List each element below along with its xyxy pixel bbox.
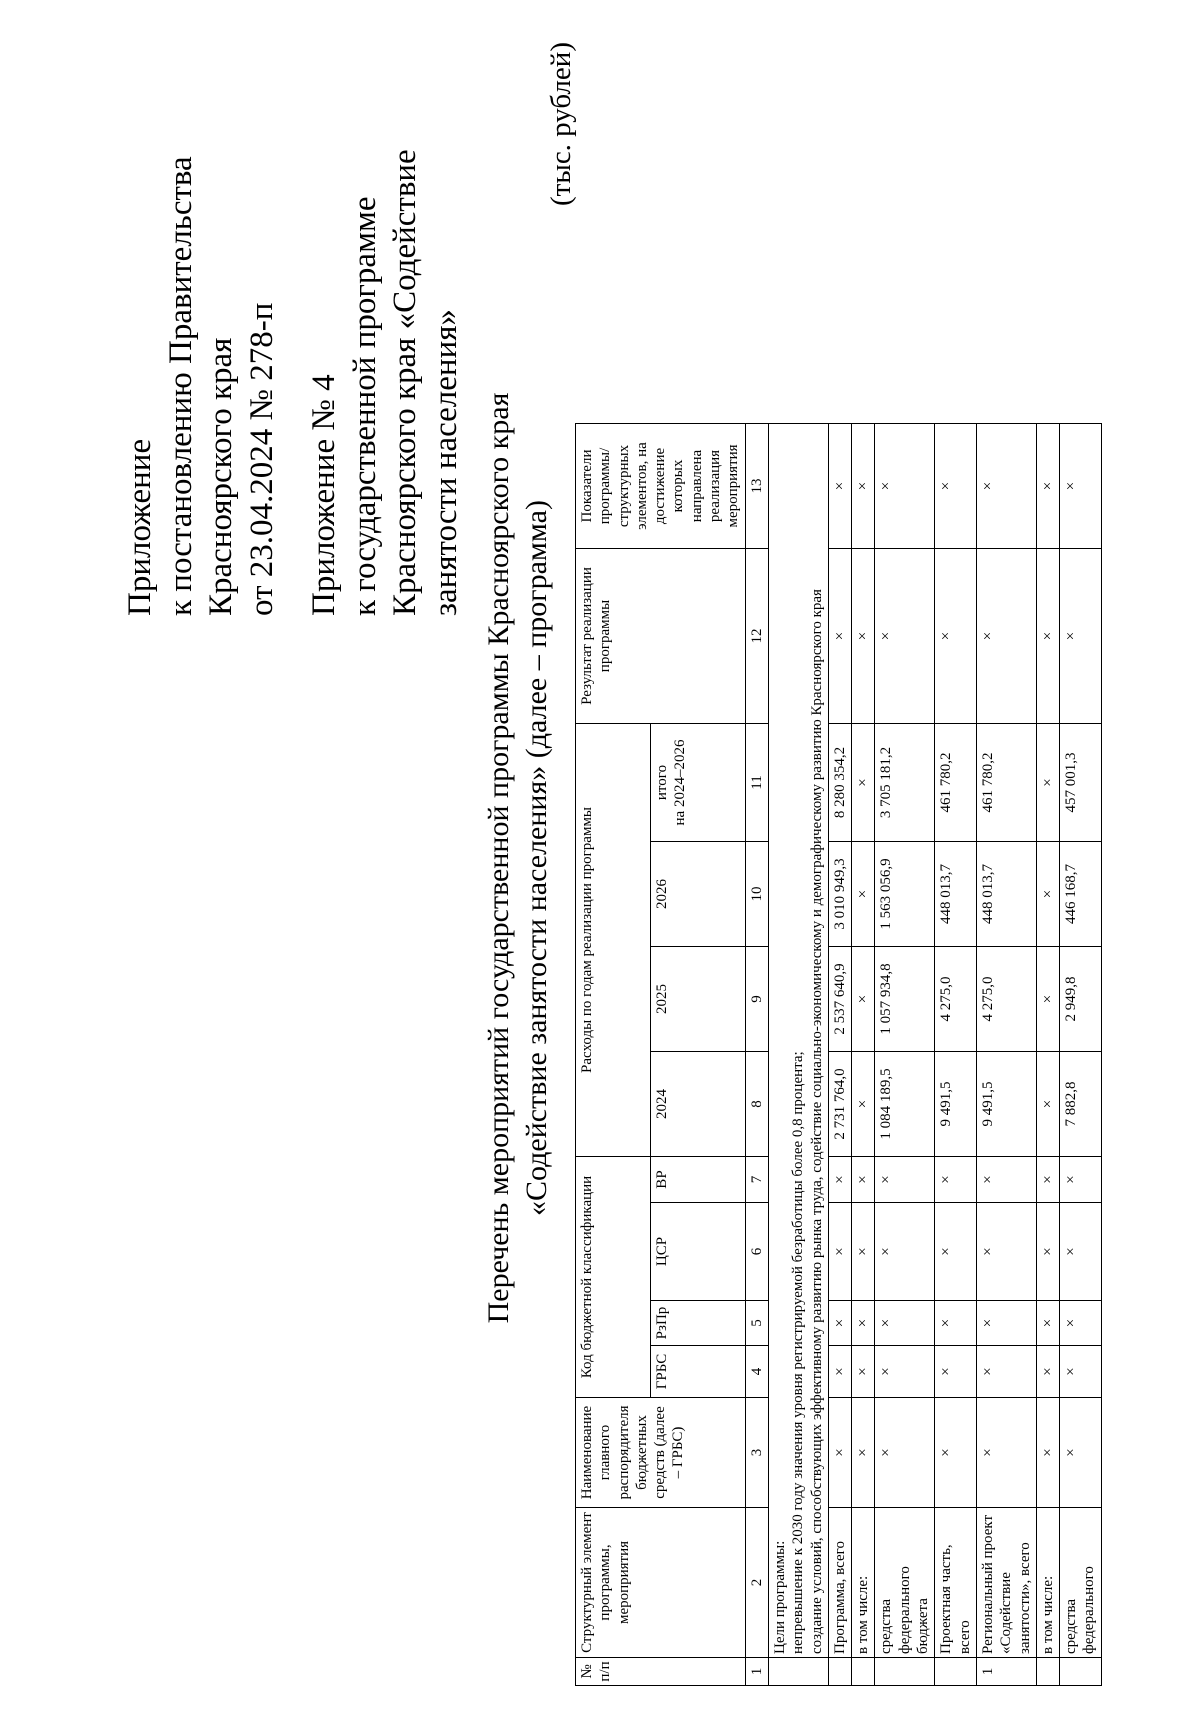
row-result: × <box>1060 549 1102 724</box>
row-grbs: × <box>875 1346 935 1398</box>
row-rzpr: × <box>935 1301 977 1346</box>
row-value-2026: × <box>852 842 875 947</box>
header-line: занятости населения» <box>428 309 465 616</box>
approval-header <box>120 16 467 616</box>
row-indicators: × <box>875 424 935 549</box>
row-rzpr: × <box>976 1301 1036 1346</box>
col-header-budget-code: Код бюджетной классификации <box>576 1157 651 1398</box>
row-csr: × <box>1036 1203 1059 1301</box>
row-grbs-name: × <box>828 1398 851 1508</box>
table-row <box>828 424 851 1686</box>
col-header-grbs: ГРБС <box>650 1346 745 1398</box>
row-grbs: × <box>1060 1346 1102 1398</box>
row-rzpr: × <box>852 1301 875 1346</box>
header-line: Красноярского края «Содействие <box>387 149 424 616</box>
row-csr: × <box>976 1203 1036 1301</box>
col-header-expenses: Расходы по годам реализации программы <box>576 724 651 1157</box>
table-row <box>1036 424 1059 1686</box>
col-header-2026: 2026 <box>650 842 745 947</box>
row-element-name: в том числе: <box>1036 1508 1059 1658</box>
column-number: 7 <box>745 1157 768 1203</box>
goals-line: создание условий, способствующих эффективному развитию рынка труда, содействие социально-экономическому и демографическому развитию Красноярского края <box>808 589 825 1654</box>
row-value-2025: × <box>852 947 875 1052</box>
row-number <box>935 1658 977 1686</box>
row-vr: × <box>875 1157 935 1203</box>
row-value-2025: × <box>1036 947 1059 1052</box>
column-number: 10 <box>745 842 768 947</box>
row-grbs-name: × <box>976 1398 1036 1508</box>
row-element-name: средства федерального <box>1060 1508 1102 1658</box>
col-header-2024: 2024 <box>650 1052 745 1157</box>
col-header-no: № п/п <box>576 1658 746 1686</box>
row-number: 1 <box>976 1658 1036 1686</box>
row-number <box>852 1658 875 1686</box>
row-value-2024: 9 491,5 <box>976 1052 1036 1157</box>
col-header-csr: ЦСР <box>650 1203 745 1301</box>
column-numbers-row <box>745 424 768 1686</box>
row-result: × <box>828 549 851 724</box>
row-element-name: средства федерального бюджета <box>875 1508 935 1658</box>
col-header-total <box>650 724 745 842</box>
row-value-total: × <box>1036 724 1059 842</box>
row-rzpr: × <box>875 1301 935 1346</box>
row-result: × <box>875 549 935 724</box>
row-indicators: × <box>852 424 875 549</box>
row-csr: × <box>828 1203 851 1301</box>
row-grbs: × <box>976 1346 1036 1398</box>
program-measures-table <box>575 423 1102 1686</box>
row-element-name: в том числе: <box>852 1508 875 1658</box>
header-line: от 23.04.2024 № 278-п <box>243 302 280 616</box>
row-number <box>828 1658 851 1686</box>
table-row <box>1060 424 1102 1686</box>
column-number: 3 <box>745 1398 768 1508</box>
row-grbs: × <box>1036 1346 1059 1398</box>
row-indicators: × <box>935 424 977 549</box>
column-number: 12 <box>745 549 768 724</box>
row-indicators: × <box>1060 424 1102 549</box>
row-value-2024: 1 084 189,5 <box>875 1052 935 1157</box>
row-csr: × <box>852 1203 875 1301</box>
column-number: 1 <box>745 1658 768 1686</box>
row-vr: × <box>1060 1157 1102 1203</box>
col-header-vr: ВР <box>650 1157 745 1203</box>
row-value-2025: 2 537 640,9 <box>828 947 851 1052</box>
column-number: 11 <box>745 724 768 842</box>
total-label-2: на 2024–2026 <box>671 739 688 826</box>
row-grbs: × <box>935 1346 977 1398</box>
row-value-total: × <box>852 724 875 842</box>
program-goals <box>768 424 828 1658</box>
row-number <box>1036 1658 1059 1686</box>
row-value-2024: 9 491,5 <box>935 1052 977 1157</box>
row-element-name: Проектная часть, всего <box>935 1508 977 1658</box>
row-value-2024: × <box>1036 1052 1059 1157</box>
row-csr: × <box>1060 1203 1102 1301</box>
row-value-total: 457 001,3 <box>1060 724 1102 842</box>
row-value-2026: 446 168,7 <box>1060 842 1102 947</box>
row-element-name: Программа, всего <box>828 1508 851 1658</box>
row-grbs-name: × <box>935 1398 977 1508</box>
row-value-2026: 1 563 056,9 <box>875 842 935 947</box>
row-result: × <box>935 549 977 724</box>
row-value-2025: 2 949,8 <box>1060 947 1102 1052</box>
document-title <box>480 0 557 1716</box>
units-label: (тыс. рублей) <box>545 42 577 206</box>
row-value-2025: 4 275,0 <box>976 947 1036 1052</box>
title-line: «Содействие занятости населения» (далее – программа) <box>520 500 554 1216</box>
column-number: 4 <box>745 1346 768 1398</box>
header-line: Приложение № 4 <box>306 374 343 616</box>
row-rzpr: × <box>1060 1301 1102 1346</box>
row-value-2024: 2 731 764,0 <box>828 1052 851 1157</box>
column-number: 5 <box>745 1301 768 1346</box>
row-grbs-name: × <box>875 1398 935 1508</box>
row-value-total: 461 780,2 <box>935 724 977 842</box>
col-header-grbs-name: Наименование главного распорядителя бюджетных средств (далее – ГРБС) <box>576 1398 746 1508</box>
row-grbs-name: × <box>1060 1398 1102 1508</box>
column-number: 9 <box>745 947 768 1052</box>
row-indicators: × <box>976 424 1036 549</box>
goals-row <box>768 424 828 1686</box>
row-csr: × <box>935 1203 977 1301</box>
row-vr: × <box>852 1157 875 1203</box>
row-indicators: × <box>828 424 851 549</box>
column-number: 6 <box>745 1203 768 1301</box>
header-row <box>576 424 651 1686</box>
row-number <box>875 1658 935 1686</box>
row-result: × <box>852 549 875 724</box>
header-line: Приложение <box>122 438 158 616</box>
table-row <box>976 424 1036 1686</box>
row-value-total: 3 705 181,2 <box>875 724 935 842</box>
row-number <box>1060 1658 1102 1686</box>
column-number: 13 <box>745 424 768 549</box>
row-vr: × <box>1036 1157 1059 1203</box>
total-label-1: итого <box>653 764 670 801</box>
row-csr: × <box>875 1203 935 1301</box>
table-row <box>852 424 875 1686</box>
header-line: к постановлению Правительства <box>162 156 199 616</box>
row-value-2026: × <box>1036 842 1059 947</box>
row-vr: × <box>935 1157 977 1203</box>
row-rzpr: × <box>1036 1301 1059 1346</box>
row-value-2024: × <box>852 1052 875 1157</box>
col-header-indicators: Показатели программы/ структурных элементов, на достижение которых направлена реализация мероприятия <box>576 424 746 549</box>
title-line: Перечень мероприятий государственной программы Красноярского края <box>482 392 515 1324</box>
goals-line: непревышение к 2030 году значения уровня регистрируемой безработицы более 0,8 процента; <box>790 1051 807 1654</box>
table-row <box>875 424 935 1686</box>
row-result: × <box>976 549 1036 724</box>
column-number: 2 <box>745 1508 768 1658</box>
row-value-2026: 3 010 949,3 <box>828 842 851 947</box>
row-grbs-name: × <box>1036 1398 1059 1508</box>
col-header-element: Структурный элемент программы, мероприятия <box>576 1508 746 1658</box>
row-value-2024: 7 882,8 <box>1060 1052 1102 1157</box>
row-grbs: × <box>828 1346 851 1398</box>
col-header-result: Результат реализации программы <box>576 549 746 724</box>
row-value-2026: 448 013,7 <box>935 842 977 947</box>
row-value-total: 8 280 354,2 <box>828 724 851 842</box>
col-header-2025: 2025 <box>650 947 745 1052</box>
row-rzpr: × <box>828 1301 851 1346</box>
row-grbs: × <box>852 1346 875 1398</box>
row-grbs-name: × <box>852 1398 875 1508</box>
row-element-name: Региональный проект «Содействие занятости», всего <box>976 1508 1036 1658</box>
row-value-2025: 1 057 934,8 <box>875 947 935 1052</box>
header-line: Красноярского края <box>203 337 240 616</box>
row-vr: × <box>828 1157 851 1203</box>
row-value-2026: 448 013,7 <box>976 842 1036 947</box>
col-header-rzpr: РзПр <box>650 1301 745 1346</box>
header-line: к государственной программе <box>346 196 383 616</box>
goals-line: Цели программы: <box>771 1540 788 1654</box>
goals-spacer-cell <box>768 1658 828 1686</box>
row-indicators: × <box>1036 424 1059 549</box>
table-row <box>935 424 977 1686</box>
header-gap <box>282 16 304 616</box>
row-result: × <box>1036 549 1059 724</box>
row-vr: × <box>976 1157 1036 1203</box>
row-value-2025: 4 275,0 <box>935 947 977 1052</box>
table-body <box>768 424 1101 1686</box>
row-value-total: 461 780,2 <box>976 724 1036 842</box>
column-number: 8 <box>745 1052 768 1157</box>
